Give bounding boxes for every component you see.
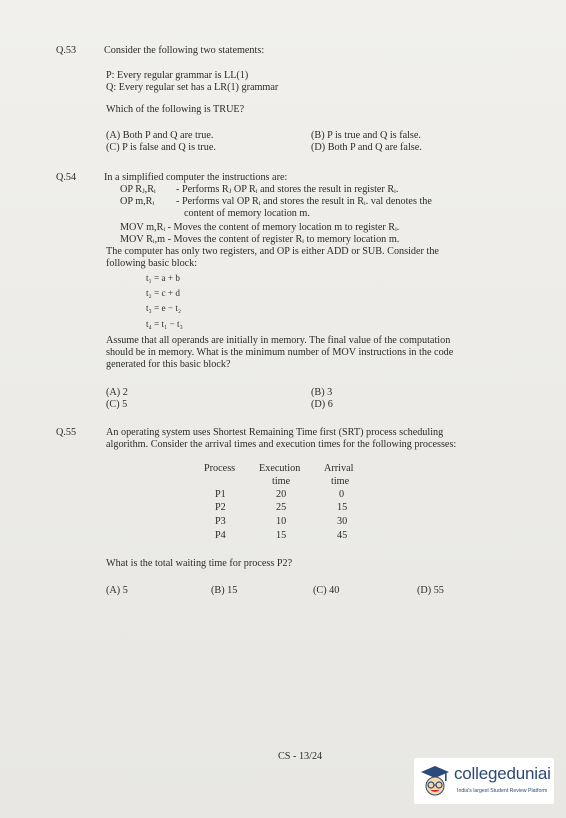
option-d: (D) Both P and Q are false. <box>311 142 422 153</box>
question-stem: Consider the following two statements: <box>104 45 265 56</box>
statement-p: P: Every regular grammar is LL(1) <box>106 70 249 81</box>
instruction-op-rr-desc: - Performs Rⱼ OP Rᵢ and stores the result in register Rᵢ. <box>176 184 399 195</box>
collegedunia-logo <box>414 758 554 804</box>
basic-block-line: t₄ = t₁ − t₃ <box>146 319 183 329</box>
table-cell-execution: 20 <box>276 489 287 500</box>
option-b: (B) 3 <box>311 387 333 398</box>
option-d: (D) 6 <box>311 399 333 410</box>
table-cell-arrival: 45 <box>337 530 348 541</box>
instruction-op-mr: OP m,Rᵢ <box>120 196 155 207</box>
table-cell-arrival: 0 <box>339 489 345 500</box>
table-cell-arrival: 30 <box>337 516 348 527</box>
table-cell-arrival: 15 <box>337 502 348 513</box>
basic-block-line: t₃ = e − t₂ <box>146 303 182 313</box>
question-stem: In a simplified computer the instructions are: <box>104 172 288 183</box>
question-stem: algorithm. Consider the arrival times and execution times for the following processes: <box>106 439 457 450</box>
instruction-op-rr: OP Rⱼ,Rᵢ <box>120 184 156 195</box>
table-cell-process: P2 <box>215 502 226 513</box>
question-number: Q.55 <box>56 427 77 438</box>
table-header-execution: Execution <box>259 463 301 474</box>
logo-tagline: India's largest Student Review Platform <box>457 788 548 794</box>
question-text: should be in memory. What is the minimum number of MOV instructions in the code <box>106 347 454 358</box>
option-c: (C) 5 <box>106 399 128 410</box>
option-a: (A) Both P and Q are true. <box>106 130 214 141</box>
table-header-process: Process <box>204 463 236 474</box>
option-c: (C) P is false and Q is true. <box>106 142 216 153</box>
table-header-execution-time: time <box>272 476 291 487</box>
question-number: Q.54 <box>56 172 77 183</box>
question-ask: Which of the following is TRUE? <box>106 104 245 115</box>
table-header-arrival-time: time <box>331 476 350 487</box>
question-text: following basic block: <box>106 258 198 269</box>
option-a: (A) 2 <box>106 387 128 398</box>
question-number: Q.53 <box>56 45 77 56</box>
table-cell-process: P1 <box>215 489 226 500</box>
table-cell-execution: 25 <box>276 502 287 513</box>
table-header-arrival: Arrival <box>324 463 354 474</box>
page-number: CS - 13/24 <box>278 751 323 762</box>
question-text: The computer has only two registers, and OP is either ADD or SUB. Consider the <box>106 246 439 257</box>
question-ask: What is the total waiting time for process P2? <box>106 558 293 569</box>
instruction-mov-store: MOV Rᵢ,m - Moves the content of register Rᵢ to memory location m. <box>120 234 400 245</box>
option-a: (A) 5 <box>106 585 128 596</box>
graduate-cap-face-icon <box>418 762 452 798</box>
basic-block-line: t₂ = c + d <box>146 288 180 298</box>
question-text: Assume that all operands are initially in memory. The final value of the computation <box>106 335 451 346</box>
logo-wordmark: collegeduniai <box>454 764 551 783</box>
question-stem: An operating system uses Shortest Remaining Time first (SRT) process scheduling <box>106 427 444 438</box>
option-c: (C) 40 <box>313 585 340 596</box>
question-text: generated for this basic block? <box>106 359 231 370</box>
table-cell-process: P3 <box>215 516 226 527</box>
table-cell-execution: 15 <box>276 530 287 541</box>
instruction-op-mr-desc-cont: content of memory location m. <box>184 208 310 219</box>
table-cell-execution: 10 <box>276 516 287 527</box>
instruction-op-mr-desc: - Performs val OP Rᵢ and stores the result in Rᵢ. val denotes the <box>176 196 432 207</box>
option-b: (B) 15 <box>211 585 238 596</box>
option-d: (D) 55 <box>417 585 444 596</box>
table-cell-process: P4 <box>215 530 226 541</box>
statement-q: Q: Every regular set has a LR(1) grammar <box>106 82 279 93</box>
instruction-mov-load: MOV m,Rᵢ - Moves the content of memory location m to register Rᵢ. <box>120 222 400 233</box>
basic-block-line: t₁ = a + b <box>146 273 180 283</box>
option-b: (B) P is true and Q is false. <box>311 130 421 141</box>
